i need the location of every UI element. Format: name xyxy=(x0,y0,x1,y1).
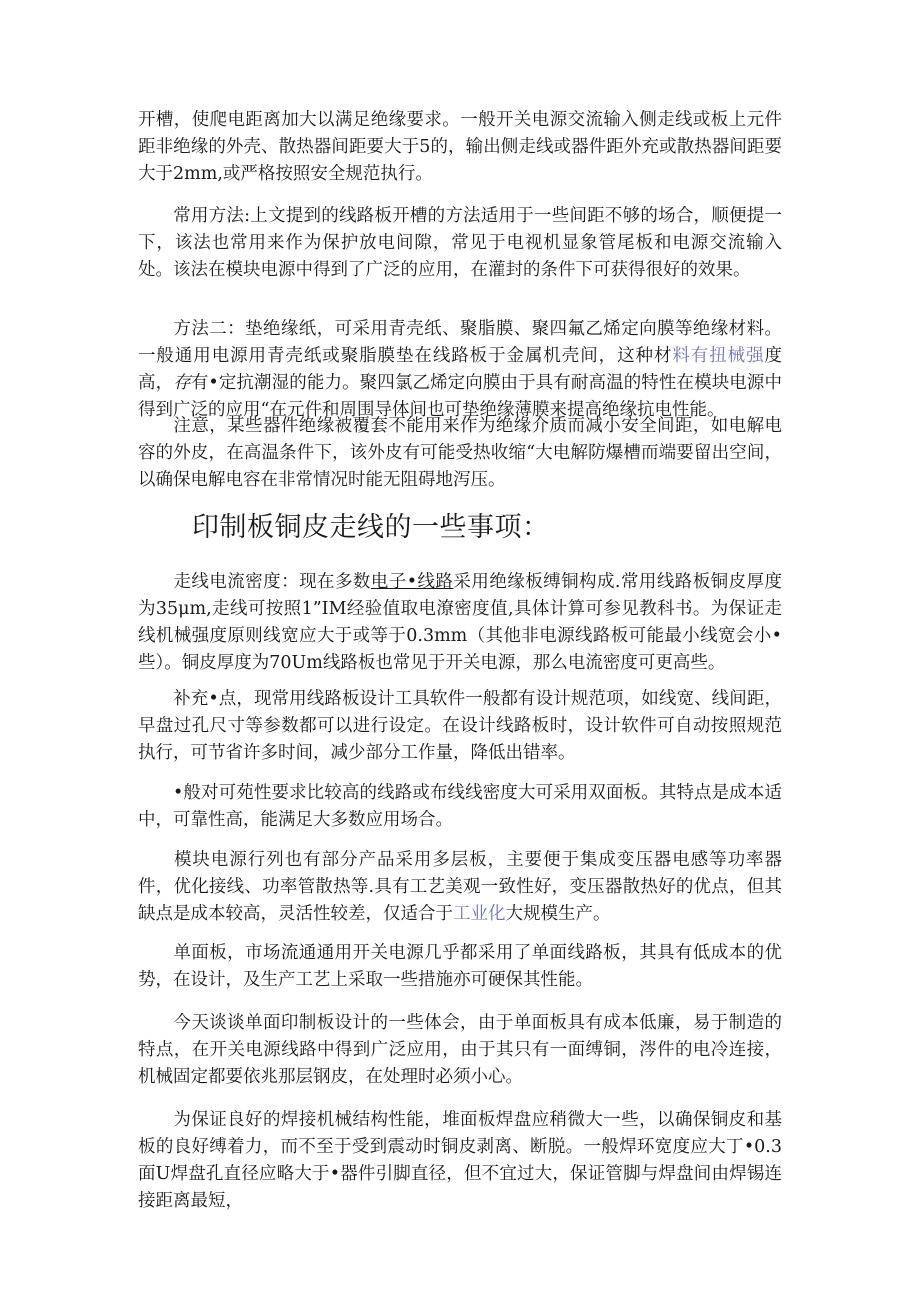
inline-link[interactable]: 料有扭械强 xyxy=(672,346,765,366)
paragraph-6 xyxy=(138,686,782,767)
text-run: 补充•点，现常用线路板设计工具软件一般都有设计规范项，如线宽、线间距，早盘过孔尺寸等参数都可以进行设定。在设计线路板时，设计软件可自动按照规范执行，可节省许多时间，减少部分工作量，降低出错率。 xyxy=(138,689,782,763)
text-run: 方法二：垫绝缘纸，可采用青壳纸、聚脂膜、聚四氟乙烯定向膜等绝缘材料。一般通用电源用青壳纸或聚脂膜垫在线路板于金属机壳间，这种材 xyxy=(138,319,782,366)
text-run: 模块电源行列也有部分产品采用多层板，主要便于集成变压器电感等功率器件，优化接线、功率管散热等.具有工艺美观一致性好，变压器散热好的优点，但其缺点是成本较高，灵活性较差，仅适合于 xyxy=(138,850,782,924)
text-run: •般对可苑性要求比较高的线路或布线线密度大可采用双面板。其特点是成本适中，可靠性高，能满足大多数应用场合。 xyxy=(138,783,782,830)
text-run: 开槽，使爬电距离加大以满足绝缘要求。一般开关电源交流输入侧走线或板上元件距非绝缘的外壳、散热器间距要大于5的，输出侧走线或器件距外充或散热器间距要大于2mm,或严格按照安全规范执行。 xyxy=(138,110,782,184)
text-run: 单面板，市场流通通用开关电源几乎都采用了单面线路板，其具有低成本的优势，在设计，及生产工艺上采取一些措施亦可硬保其性能。 xyxy=(138,943,782,990)
inline-link[interactable]: 工业化 xyxy=(453,904,506,924)
section-heading: 印制板铜皮走线的一些事项： xyxy=(192,512,550,543)
text-run: 注意，某些器件绝缘被覆套不能用来作为绝缘介质而减小安全间距，如电解电容的外皮，在高温条件下，该外皮有可能受热收缩“大电解防爆槽而端要留出空间，以确保电解电容在非常情况时能无阻碍地泻压。 xyxy=(138,416,782,490)
text-run: 今天谈谈单面印制板设计的一些体会，由于单面板具有成本低廉，易于制造的特点，在开关电源线路中得到广泛应用，由于其只有一面缚铜，涔件的电冷连接，机械固定都要依兆那层钢皮，在处理时必须小心。 xyxy=(138,1013,782,1087)
paragraph-11 xyxy=(138,1107,782,1215)
text-run: 常用方法:上文提到的线路板开槽的方法适用于一些间距不够的场合，顺便提一下，该法也常用来作为保护放电间隙，常见于电视机显象管尾板和电源交流输入处。该法在模块电源中得到了广泛的应用，在灌封的条件下可获得很好的效果。 xyxy=(138,206,782,280)
text-run: 存 xyxy=(173,373,191,393)
paragraph-4 xyxy=(138,413,782,494)
paragraph-9 xyxy=(138,940,782,994)
paragraph-3 xyxy=(138,316,782,424)
paragraph-1 xyxy=(138,107,782,188)
text-run: 度高， xyxy=(138,346,783,393)
text-run: 有•定抗潮湿的能力。聚四氯乙烯定向膜由于具有耐高温的特性在模块电源中得到广泛的应用“在元件和周围导体间也可垫绝缘薄膜来提高绝缘抗电性能。 xyxy=(138,373,783,420)
paragraph-7 xyxy=(138,780,782,834)
text-run: 采用绝缘板缚铜构成.常用线路板铜皮厚度为35μm,走线可按照1”IM经验值取电潦密度值,具体计算可参见教科书。为保证走线机械强度原则线宽应大于或等于0.3mm（其他非电源线路板可能最小线宽会小•些）。铜皮厚度为70Um线路板也常见于开关电源，那么电流密度可更高些。 xyxy=(138,572,783,673)
paragraph-10 xyxy=(138,1010,782,1091)
paragraph-8 xyxy=(138,847,782,928)
text-run: 为保证良好的焊接机械结构性能，堆面板焊盘应稍微大一些，以确保铜皮和基板的良好缚着力，而不至于受到震动时铜皮剥离、断脱。一般焊环宽度应大丁•0.3面U焊盘孔直径应略大于•器件引脚直径，但不宜过大，保证管脚与焊盘间由焊锡连接距离最短， xyxy=(138,1110,782,1211)
paragraph-2 xyxy=(138,203,782,284)
paragraph-5 xyxy=(138,569,782,677)
inline-link[interactable]: 电子•线路 xyxy=(370,572,454,592)
text-run: 大规模生产。 xyxy=(505,904,611,924)
text-run: 走线电流密度：现在多数 xyxy=(173,572,371,592)
